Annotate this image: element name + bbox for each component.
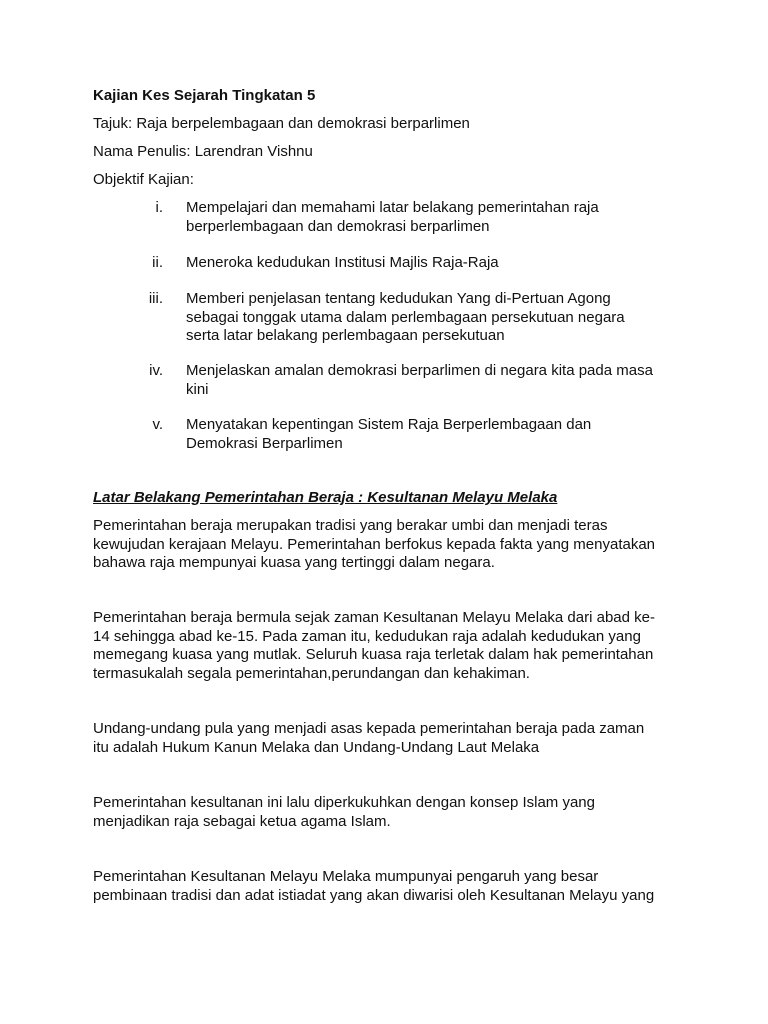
list-item-text [186,362,676,399]
list-item-number: iii. [148,290,163,307]
text-line: menjadikan raja sebagai ketua agama Islam. [93,812,391,830]
text-line: Menyatakan kepentingan Sistem Raja Berperlembagaan dan [186,416,592,433]
document-title: Kajian Kes Sejarah Tingkatan 5 [93,87,316,104]
text-line: kini [186,380,209,398]
list-item-number: i. [155,199,163,216]
paragraph [93,609,683,683]
list-item-text [186,290,676,346]
list-item-text [186,199,676,236]
text-line: Meneroka kedudukan Institusi Majlis Raja-Raja [186,254,499,271]
text-line: berperlembagaan dan demokrasi berparlimen [186,217,490,235]
list-item-text [186,254,676,273]
text-line: Pemerintahan kesultanan ini lalu diperkukuhkan dengan konsep Islam yang [93,794,595,811]
text-line: Undang-undang pula yang menjadi asas kepada pemerintahan beraja pada zaman [93,720,645,737]
list-item-text [186,416,676,453]
author-line: Nama Penulis: Larendran Vishnu [93,143,313,160]
paragraph [93,868,683,905]
tajuk-line: Tajuk: Raja berpelembagaan dan demokrasi berparlimen [93,115,470,132]
paragraph [93,517,683,573]
list-item-number: v. [152,416,163,433]
text-line: Pemerintahan beraja bermula sejak zaman Kesultanan Melayu Melaka dari abad ke- [93,609,655,626]
objectives-label: Objektif Kajian: [93,171,194,188]
text-line: Memberi penjelasan tentang kedudukan Yang di-Pertuan Agong [186,290,611,307]
text-line: Mempelajari dan memahami latar belakang pemerintahan raja [186,199,599,216]
text-line: bahawa raja mempunyai kuasa yang tertinggi dalam negara. [93,554,495,571]
text-line: Demokrasi Berparlimen [186,434,343,452]
text-line: termasukalah segala pemerintahan,perundangan dan kehakiman. [93,664,530,682]
text-line: sebagai tonggak utama dalam perlembagaan persekutuan negara [186,308,625,326]
text-line: pembinaan tradisi dan adat istiadat yang akan diwarisi oleh Kesultanan Melayu yang [93,886,655,904]
paragraph [93,794,683,831]
list-item-number: iv. [149,362,163,379]
text-line: 14 sehingga abad ke-15. Pada zaman itu, kedudukan raja adalah kedudukan yang [93,627,641,645]
text-line: serta latar belakang perlembagaan persekutuan [186,327,505,344]
list-item-number: ii. [152,254,163,271]
text-line: Pemerintahan beraja merupakan tradisi yang berakar umbi dan menjadi teras [93,517,608,534]
text-line: itu adalah Hukum Kanun Melaka dan Undang-Undang Laut Melaka [93,738,540,756]
section-heading: Latar Belakang Pemerintahan Beraja : Kesultanan Melayu Melaka [93,489,558,506]
text-line: Pemerintahan Kesultanan Melayu Melaka mumpunyai pengaruh yang besar [93,868,599,885]
text-line: Menjelaskan amalan demokrasi berparlimen di negara kita pada masa [186,362,653,379]
paragraph [93,720,683,757]
text-line: kewujudan kerajaan Melayu. Pemerintahan berfokus kepada fakta yang menyatakan [93,535,656,553]
text-line: memegang kuasa yang mutlak. Seluruh kuasa raja terletak dalam hak pemerintahan [93,646,654,663]
